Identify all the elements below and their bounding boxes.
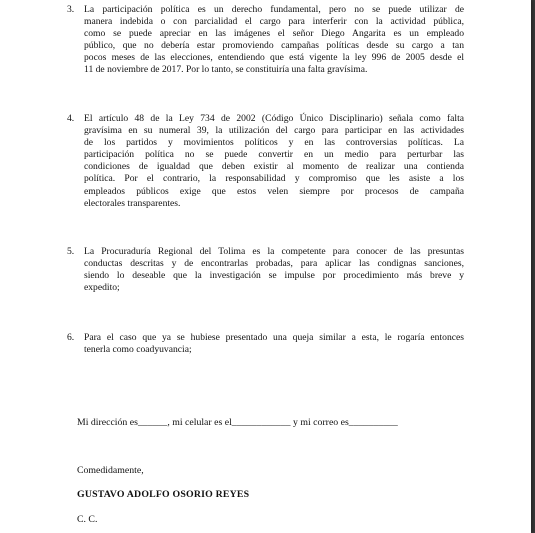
list-item-5 — [67, 246, 464, 294]
item-line: condiciones de igualdad que deben existir al momento de realizar una contienda — [84, 161, 464, 173]
contact-line: Mi dirección es______, mi celular es el____________ y mi correo es__________ — [77, 417, 398, 428]
list-item-3 — [67, 4, 464, 77]
item-number: 4. — [67, 113, 75, 124]
item-line: política. Por el contrario, la responsabilidad y compromiso que les asiste a los — [84, 173, 464, 185]
item-number: 3. — [67, 4, 75, 15]
item-line: gravísima en su numeral 39, la utilización del cargo para participar en las actividades — [84, 125, 464, 137]
item-line: pocos meses de las elecciones, entendiendo que está vigente la ley 996 de 2005 desde el — [84, 52, 464, 64]
item-line: electorales transparentes. — [84, 197, 181, 209]
item-line: tenerla como coadyuvancia; — [84, 344, 192, 356]
item-number: 5. — [67, 246, 75, 257]
item-line: siendo lo deseable que la investigación se impulse por procedimiento más breve y — [84, 270, 464, 282]
item-line: expedito; — [84, 282, 120, 294]
list-item-6 — [67, 332, 464, 356]
item-line: El artículo 48 de la Ley 734 de 2002 (Código Único Disciplinario) señala como falta — [84, 113, 464, 124]
list-item-4 — [67, 113, 464, 210]
item-number: 6. — [67, 332, 75, 343]
item-line: empleados públicos exige que estos velen siempre por procesos de campaña — [84, 185, 464, 197]
id-label: C. C. — [77, 514, 98, 525]
item-line: participación política no se puede convertir en un medio para perturbar las — [84, 149, 464, 161]
item-line: Para el caso que ya se hubiese presentado una queja similar a esta, le rogaría entonces — [84, 332, 464, 343]
item-line: La Procuraduría Regional del Tolima es la competente para conocer de las presuntas — [84, 246, 464, 257]
item-line: La participación política es un derecho fundamental, pero no se puede utilizar de — [84, 4, 464, 15]
item-line: manera indebida o con parcialidad el cargo para interferir con la actividad pública, — [84, 16, 464, 28]
item-line: conductas descritas y de encontrarlas probadas, para aplicar las condignas sanciones, — [84, 258, 464, 270]
item-line: de los partidos y movimientos políticos y en las controversias políticas. La — [84, 137, 464, 149]
item-line: como se puede apreciar en las imágenes el señor Diego Angarita es un empleado — [84, 28, 464, 40]
item-line: 11 de noviembre de 2017. Por lo tanto, se constituiría una falta gravísima. — [84, 64, 368, 76]
signer-name: GUSTAVO ADOLFO OSORIO REYES — [77, 489, 250, 500]
item-line: público, que no debería estar promoviendo campañas políticas desde su cargo a tan — [84, 40, 464, 52]
closing-salutation: Comedidamente, — [77, 465, 144, 476]
